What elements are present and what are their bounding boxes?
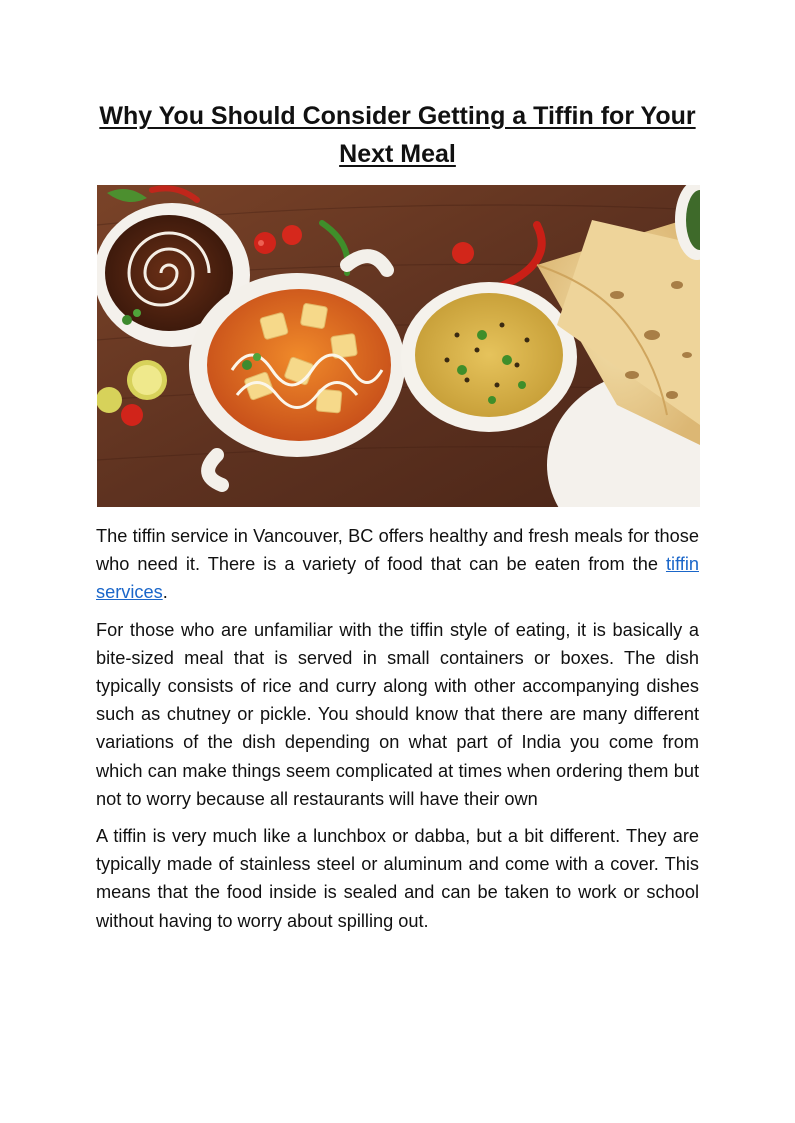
food-photo (97, 185, 700, 507)
paragraph-3: A tiffin is very much like a lunchbox or dabba, but a bit different. They are typically made of stainless steel or aluminum and come with a cover. This means that the food inside is sealed and can be taken to work or school without having to worry about spilling out. (96, 826, 699, 931)
paragraph-1-end: . (162, 582, 168, 603)
tiffin-services-link[interactable]: tiffin services (96, 554, 699, 603)
paragraph-2: For those who are unfamiliar with the tiffin style of eating, it is basically a bite-sized meal that is served in small containers or boxes. The dish typically consists of rice and curry along with other accompanying dishes such as chutney or pickle. You should know that there are many different variations of the dish depending on what part of India you come from which can make things seem complicated at times when ordering them but not to worry because all restaurants will have their own (96, 619, 699, 809)
paragraph-1 (96, 522, 699, 607)
article-body (96, 522, 699, 944)
paragraph-1-text: The tiffin service in Vancouver, BC offers healthy and fresh meals for those who need it. There is a variety of food that can be eaten from the (96, 526, 699, 575)
document-title: Why You Should Consider Getting a Tiffin for Your Next Meal (99, 102, 696, 168)
